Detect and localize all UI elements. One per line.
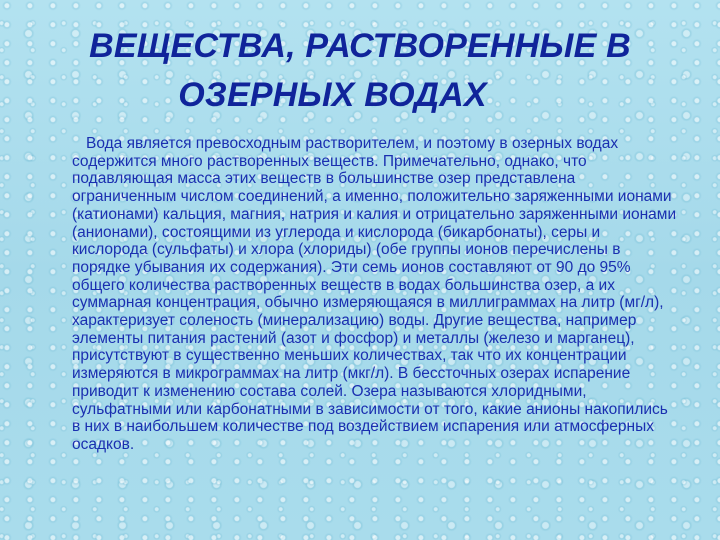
slide-title-line-2: ОЗЕРНЫХ ВОДАХ	[178, 76, 487, 114]
slide-title	[20, 22, 700, 120]
slide-title-line-1: ВЕЩЕСТВА, РАСТВОРЕННЫЕ В	[89, 27, 631, 65]
slide-body-paragraph: Вода является превосходным растворителем, и поэтому в озерных водах содержится много растворенных веществ. Примечательно, однако, что подавляющая масса этих веществ в большинстве озер представлена ограниченным числом соединений, а именно, положительно заряженными ионами (катионами) кальция, магния, натрия и калия и отрицательно заряженными ионами (анионами), состоящими из углерода и кислорода (бикарбонаты), серы и кислорода (сульфаты) и хлора (хлориды) (обе группы ионов перечислены в порядке убывания их содержания). Эти семь ионов составляют от 90 до 95% общего количества растворенных веществ в водах большинства озер, а их суммарная концентрация, обычно измеряющаяся в миллиграммах на литр (мг/л), характеризует соленость (минерализацию) воды. Другие вещества, например элементы питания растений (азот и фосфор) и металлы (железо и марганец), присутствуют в существенно меньших количествах, так что их концентрации измеряются в микрограммах на литр (мкг/л). В бессточных озерах испарение приводит к изменению состава солей. Озера называются хлоридными, сульфатными или карбонатными в зависимости от того, какие анионы накопились в них в наибольшем количестве под воздействием испарения или атмосферных осадков.	[72, 135, 677, 453]
